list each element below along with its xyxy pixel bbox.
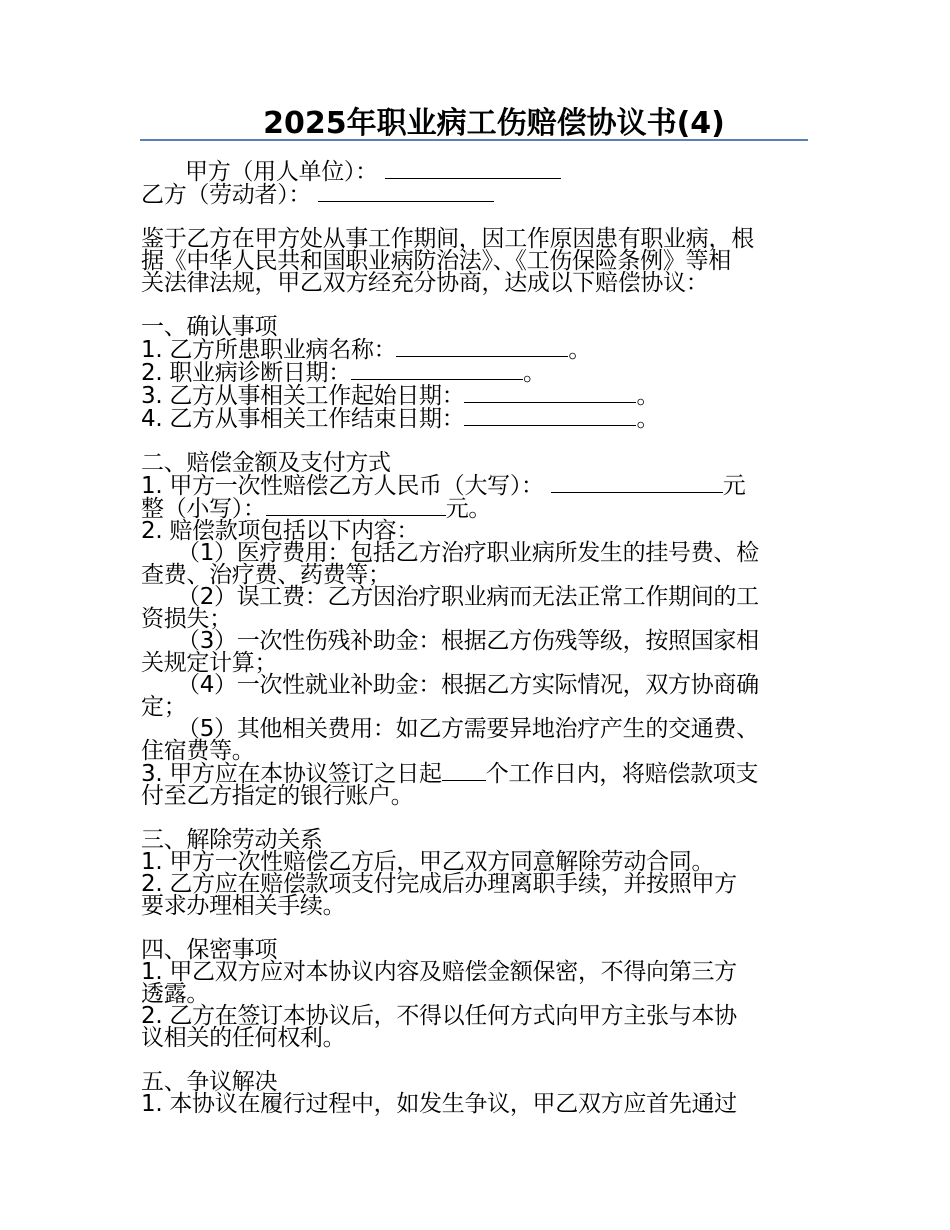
section-heading: 二、赔偿金额及支付方式 (141, 450, 391, 476)
list-item: 付至乙方指定的银行账户。 (141, 783, 414, 809)
diagnosis-date-blank (351, 361, 523, 380)
list-item: 1. 甲方一次性赔偿乙方后，甲乙双方同意解除劳动合同。 (141, 849, 715, 875)
sub-item: 资损失； (141, 606, 232, 632)
section-heading: 五、争议解决 (141, 1069, 278, 1095)
sub-item: 定； (141, 694, 187, 720)
preamble-line: 关法律法规，甲乙双方经充分协商，达成以下赔偿协议： (141, 270, 709, 296)
list-item: 整（小写）： 元。 (141, 496, 492, 522)
sub-item: 查费、治疗费、药费等； (141, 562, 391, 588)
sub-item: 关规定计算； (141, 650, 278, 676)
list-item: 3. 乙方从事相关工作起始日期： 。 (141, 383, 660, 409)
list-item: 1. 甲乙双方应对本协议内容及赔偿金额保密，不得向第三方 (141, 959, 737, 985)
section-heading: 四、保密事项 (141, 937, 278, 963)
sub-item: （4）一次性就业补助金：根据乙方实际情况，双方协商确 (177, 672, 759, 698)
sub-item: （5）其他相关费用：如乙方需要异地治疗产生的交通费、 (177, 716, 759, 742)
list-item: 议相关的任何权利。 (141, 1025, 346, 1051)
preamble-line: 据《中华人民共和国职业病防治法》、《工伤保险条例》等相 (141, 248, 731, 274)
party-b-label: 乙方（劳动者）： (141, 182, 312, 208)
working-days-blank (442, 762, 486, 781)
amount-figures-blank (266, 497, 446, 516)
section-heading: 三、解除劳动关系 (141, 827, 323, 853)
disease-name-blank (396, 338, 568, 357)
page-title: 2025年职业病工伤赔偿协议书(4) (263, 106, 725, 141)
preamble-line: 鉴于乙方在甲方处从事工作期间，因工作原因患有职业病，根 (141, 226, 754, 252)
title-underline (140, 139, 808, 141)
sub-item: （3）一次性伤残补助金：根据乙方伤残等级，按照国家相 (177, 628, 759, 654)
agreement-body (141, 160, 809, 1115)
list-item: 要求办理相关手续。 (141, 893, 346, 919)
party-a-line (141, 160, 809, 183)
list-item: 2. 乙方应在赔偿款项支付完成后办理离职手续，并按照甲方 (141, 871, 737, 897)
party-a-label: 甲方（用人单位）： (185, 159, 378, 185)
list-item: 3. 甲方应在本协议签订之日起 个工作日内，将赔偿款项支 (141, 761, 759, 787)
list-item: 2. 赔偿款项包括以下内容： (141, 518, 420, 544)
list-item: 1. 甲方一次性赔偿乙方人民币（大写）： 元 (141, 473, 746, 499)
list-item: 4. 乙方从事相关工作结束日期： 。 (141, 406, 660, 432)
list-item: 1. 乙方所患职业病名称： 。 (141, 337, 592, 363)
list-item: 2. 乙方在签订本协议后，不得以任何方式向甲方主张与本协 (141, 1003, 737, 1029)
party-b-line (141, 183, 809, 206)
party-b-blank (318, 183, 494, 202)
party-a-blank (385, 160, 561, 179)
sub-item: （1）医疗费用：包括乙方治疗职业病所发生的挂号费、检 (177, 540, 759, 566)
sub-item: 住宿费等。 (141, 738, 255, 764)
list-item: 2. 职业病诊断日期： 。 (141, 360, 546, 386)
end-date-blank (464, 407, 636, 426)
start-date-blank (464, 384, 636, 403)
section-heading: 一、确认事项 (141, 314, 278, 340)
list-item: 1. 本协议在履行过程中，如发生争议，甲乙双方应首先通过 (141, 1091, 737, 1117)
list-item: 透露。 (141, 981, 210, 1007)
amount-words-blank (551, 474, 723, 493)
sub-item: （2）误工费：乙方因治疗职业病而无法正常工作期间的工 (177, 584, 759, 610)
